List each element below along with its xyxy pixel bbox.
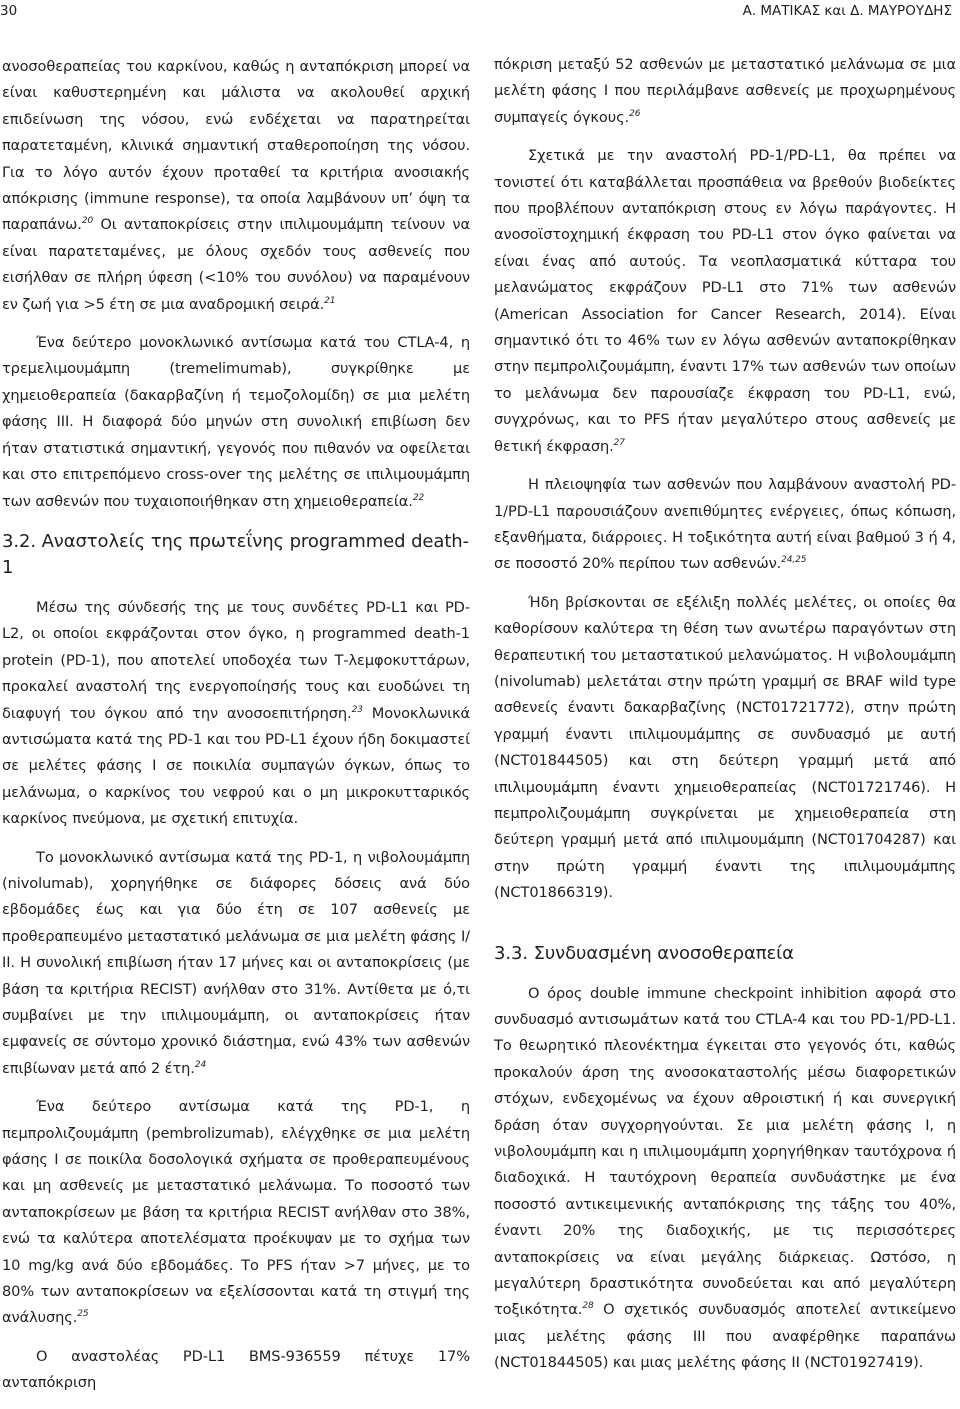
paragraph: Η πλειοψηφία των ασθενών που λαμβάνουν αναστολή PD-1/PD-L1 παρουσιάζουν ανεπιθύμητες ενέργειες, όπως κόπωση, εξανθήματα, διάρροιες. Η τοξικότητα αυτή είναι βαθμού 3 ή 4, σε ποσοστό 20% περίπου των ασθενών.$^{24,25}$	[494, 476, 956, 573]
paragraph: Σχετικά με την αναστολή PD-1/PD-L1, θα πρέπει να τονιστεί ότι καταβάλλεται προσπάθεια να βρεθούν βιοδείκτες που προβλέπουν ανταπόκριση στους εν λόγω παράγοντες. Η ανοσοϊστοχημική έκφραση του PD-L1 στον όγκο φαίνεται να είναι ένας από αυτούς. Τα νεοπλασματικά κύτταρα του μελανώματος εκφράζουν PD-L1 στο 71% των ασθενών (American Association for Cancer Research, 2014). Είναι σημαντικό ότι το 46% των εν λόγω ασθενών ανταποκρίθηκαν στην πεμπρολιζουμάμπη, έναντι 17% των ασθενών των οποίων το μελάνωμα δεν παρουσίαζε έκφραση του PD-L1, ενώ, συγχρόνως, και το PFS ήταν μεγαλύτερο στους ασθενείς με θετική έκφραση.$^{27}$	[494, 147, 956, 455]
page-number: 30	[0, 3, 18, 19]
page-header	[0, 0, 960, 28]
citation: 22	[412, 492, 425, 503]
paragraph: Μέσω της σύνδεσής της με τους συνδέτες PD-L1 και PD-L2, οι οποίοι εκφράζονται στον όγκο, η programmed death-1 protein (PD-1), που αποτελεί υποδοχέα των Τ-λεμφοκυττάρων, προκαλεί αναστολή της ενεργοποίησής τους και ευοδώνει τη διαφυγή του όγκου από την ανοσοεπιτήρηση.$^{23}$ Μονοκλωνικά αντισώματα κατά της PD-1 και του PD-L1 έχουν ήδη δοκιμαστεί σε μελέτες φάσης Ι σε ποικιλία συμπαγών όγκων, όπως το μελάνωμα, ο καρκίνος του νεφρού και ο μη μικροκυτταρικός καρκίνος πνεύμονα, με σχετική επιτυχία.	[2, 598, 470, 828]
paragraph: Ήδη βρίσκονται σε εξέλιξη πολλές μελέτες, οι οποίες θα καθορίσουν καλύτερα τη θέση των ανωτέρω παραγόντων στη θεραπευτική του μεταστατικού μελανώματος. Η νιβολουμάμπη (nivolumab) μελετάται στην πρώτη γραμμή σε BRAF wild type ασθενείς έναντι δακαρβαζίνης (NCT01721772), στην πρώτη γραμμή έναντι ιπιλιμουμάμπης σε συνδυασμό με αυτή (NCT01844505) και στη δεύτερη γραμμή μετά από ιπιλιμουμάμπη έναντι χημειοθεραπείας (NCT01721746). Η πεμπρολιζουμάμπη συγκρίνεται με χημειοθεραπεία στη δεύτερη γραμμή μετά από ιπιλιμουμάμπη (NCT01704287) και στην πρώτη γραμμή έναντι της ιπιλιμουμάμπης (NCT01866319).	[494, 593, 956, 902]
paragraph: Ένα δεύτερο μονοκλωνικό αντίσωμα κατά του CTLA-4, η τρεμελιμουμάμπη (tremelimumab), συγκρίθηκε με χημειοθεραπεία (δακαρβαζίνη ή τεμοζολομίδη) σε μια μελέτη φάσης ΙΙΙ. Η διαφορά δύο μηνών στη συνολική επιβίωση δεν ήταν στατιστικά σημαντική, γεγονός που πιθανόν να οφείλεται και στο επιτρεπόμενο cross-over της μελέτης σε ιπιλιμουμάμπη των ασθενών που τυχαιοποιήθηκαν στη χημειοθεραπεία.$^{22}$	[2, 334, 470, 510]
citation: 25	[77, 1309, 89, 1320]
section-heading: 3.2. Αναστολείς της πρωτεΐνης programmed death-1	[2, 530, 469, 578]
section-heading: 3.3. Συνδυασμένη ανοσοθεραπεία	[494, 942, 794, 964]
citation: 20	[81, 216, 94, 227]
paragraph: Ο όρος double immune checkpoint inhibition αφορά στο συνδυασμό αντισωμάτων κατά του CTLA-4 και του PD-1/PD-L1. Το θεωρητικό πλεονέκτημα έγκειται στο γεγονός ότι, καθώς προκαλούν άρση της ανοσοκαταστολής μέσω διαφορετικών στόχων, ενδεχομένως να έχουν αθροιστική ή και συνεργική δράση όταν συγχορηγούνται. Σε μια μελέτη φάσης Ι, η νιβολουμάμπη και η ιπιλιμουμάμπη χορηγήθηκαν ταυτόχρονα ή διαδοχικά. Η ταυτόχρονη θεραπεία συνδυάστηκε με ένα ποσοστό αντικειμενικής ανταπόκρισης της τάξης του 40%, έναντι 20% της διαδοχικής, με τις περισσότερες ανταποκρίσεις να είναι μεγάλης διάρκειας. Ωστόσο, η μεγαλύτερη δραστικότητα συνοδεύεται και από μεγαλύτερη τοξικότητα.$^{28}$ Ο σχετικός συνδυασμός αποτελεί αντικείμενο μιας μελέτης φάσης ΙΙΙ που αναφέρθηκε παραπάνω (NCT01844505) και μιας μελέτης φάσης ΙΙ (NCT01927419).	[494, 984, 956, 1372]
citation: 21	[324, 295, 336, 306]
citation: 26	[629, 108, 641, 119]
paragraph: Το μονοκλωνικό αντίσωμα κατά της PD-1, η νιβολουμάμπη (nivolumab), χορηγήθηκε σε διάφορες δόσεις ανά δύο εβδομάδες έως και για δύο έτη σε 107 ασθενείς με προθεραπευμένο μεταστατικό μελάνωμα σε μια μελέτη φάσης Ι/ΙΙ. Η συνολική επιβίωση ήταν 17 μήνες και οι ανταποκρίσεις (με βάση τα κριτήρια RECIST) ανήλθαν στο 31%. Αντίθετα με ό,τι συμβαίνει με την ιπιλιμουμάμπη, οι ανταποκρίσεις ήταν εμφανείς σε σύντομο χρονικό διάστημα, ενώ 43% των ασθενών επιβίωναν μετά από 2 έτη.$^{24}$	[2, 848, 470, 1077]
citation: 27	[613, 437, 625, 448]
paragraph: Ένα δεύτερο αντίσωμα κατά της PD-1, η πεμπρολιζουμάμπη (pembrolizumab), ελέγχθηκε σε μια μελέτη φάσης Ι σε ποικίλα δοσολογικά σχήματα σε προθεραπευμένους και μη ασθενείς με μεταστατικό μελάνωμα. Το ποσοστό των ανταποκρίσεων με βάση τα κριτήρια RECIST ανήλθαν στο 38%, ενώ τα καλύτερα αποτελέσματα προέκυψαν με το σχήμα των 10 mg/kg ανά δύο εβδομάδες. Το PFS ήταν >7 μήνες, με το 80% των ανταποκρίσεων να εξελίσσονται κατά τη στιγμή της ανάλυσης.$^{25}$	[2, 1098, 470, 1327]
paragraph: ανοσοθεραπείας του καρκίνου, καθώς η ανταπόκριση μπορεί να είναι καθυστερημένη και μάλιστα να ακολουθεί αρχική επιδείνωση της νόσου, ενώ ενδέχεται να παρατηρείται παρατεταμένη, κλινικά σημαντική σταθεροποίηση της νόσου. Για το λόγο αυτόν έχουν προταθεί τα κριτήρια ανοσιακής απόκρισης (immune response), τα οποία λαμβάνουν υπ’ όψη τα παραπάνω.$^{20}$ Οι ανταποκρίσεις στην ιπιλιμουμάμπη τείνουν να είναι παρατεταμένες, με όλους σχεδόν τους ασθενείς που εισήλθαν σε πλήρη ύφεση (<10% του συνόλου) να παραμένουν εν ζωή για >5 έτη σε μια αναδρομική σειρά.$^{21}$	[2, 58, 470, 313]
paragraph: Ο αναστολέας PD-L1 BMS-936559 πέτυχε 17% ανταπόκριση	[2, 1347, 470, 1392]
citation: 24	[194, 1059, 207, 1070]
paragraph: πόκριση μεταξύ 52 ασθενών με μεταστατικό μελάνωμα σε μια μελέτη φάσης Ι που περιλάμβανε ασθενείς με προχωρημένους συμπαγείς όγκους.$^{26}$	[494, 56, 956, 126]
citation: 23	[351, 704, 363, 715]
right-column	[494, 52, 956, 1389]
citation: 28	[582, 1301, 594, 1312]
left-column	[2, 54, 470, 1409]
running-head: Α. ΜΑΤΙΚΑΣ και Δ. ΜΑΥΡΟΥΔΗΣ	[742, 3, 952, 19]
citation: 24,25	[781, 555, 807, 566]
